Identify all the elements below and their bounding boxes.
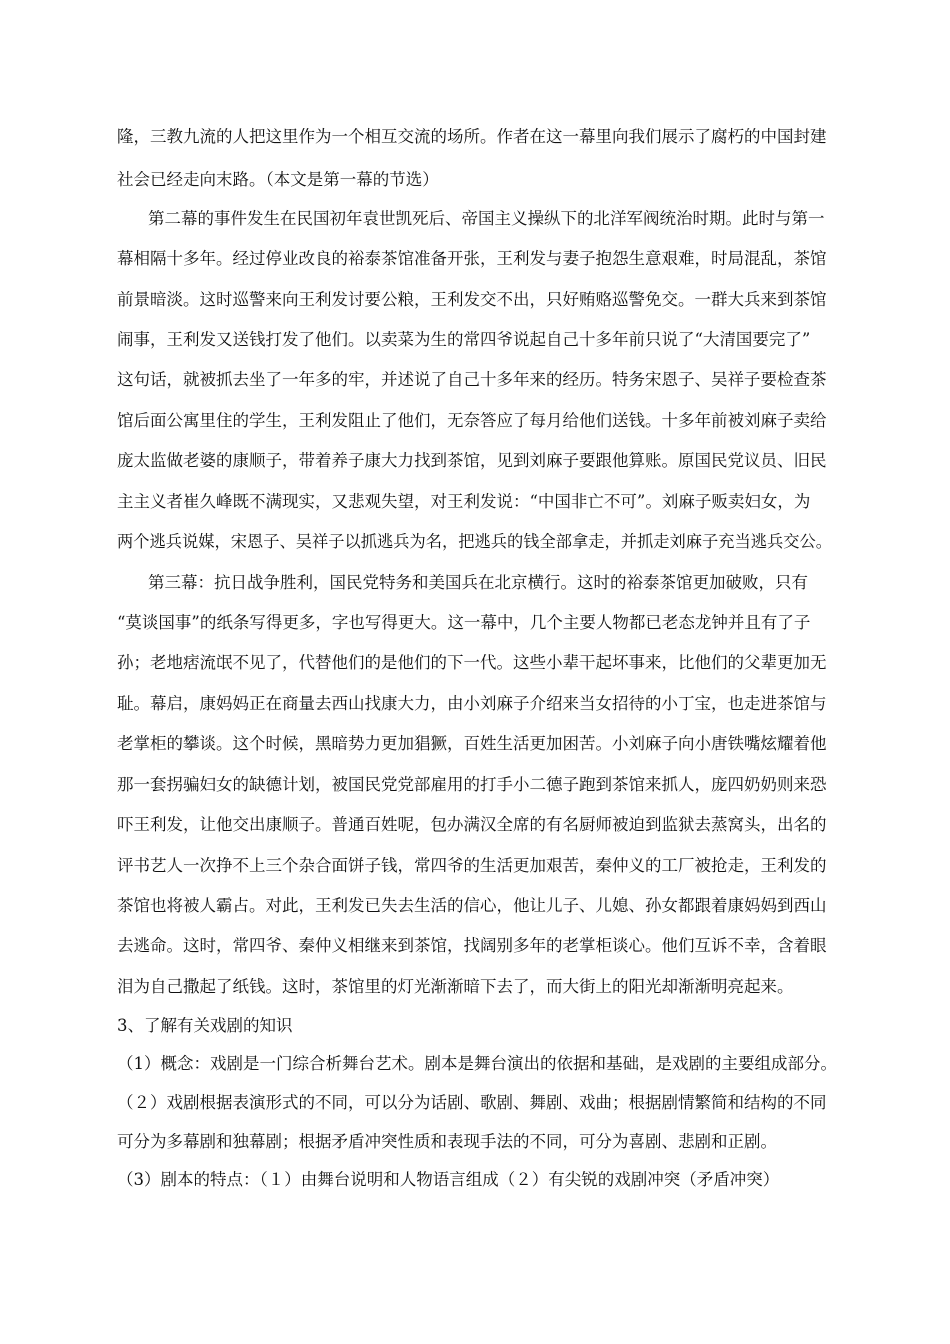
text-line-16: 老掌柜的攀谈。这个时候，黑暗势力更加猖獗，百姓生活更加困苦。小刘麻子向小唐铁嘴炫耀着他	[117, 734, 827, 753]
text-line-22: 泪为自己撒起了纸钱。这时，茶馆里的灯光渐渐暗下去了，而大街上的阳光却渐渐明亮起来。	[117, 977, 794, 996]
text-line-17: 那一套拐骗妇女的缺德计划，被国民党党部雇用的打手小二德子跑到茶馆来抓人，庞四奶奶则来恐	[117, 775, 827, 794]
text-line-7: 这句话，就被抓去坐了一年多的牢，并述说了自己十多年来的经历。特务宋恩子、吴祥子要检查茶	[117, 370, 827, 389]
section-heading: 3、了解有关戏剧的知识	[117, 1016, 293, 1035]
text-line-18: 吓王利发，让他交出康顺子。普通百姓呢，包办满汉全席的有名厨师被迫到监狱去蒸窝头，出名的	[117, 815, 827, 834]
text-line-1: 隆，三教九流的人把这里作为一个相互交流的场所。作者在这一幕里向我们展示了腐朽的中国封建	[117, 127, 827, 146]
text-line-25: （２）戏剧根据表演形式的不同，可以分为话剧、歌剧、舞剧、戏曲；根据剧情繁简和结构的不同	[117, 1093, 827, 1112]
text-line-15: 耻。幕启，康妈妈正在商量去西山找康大力，由小刘麻子介绍来当女招待的小丁宝，也走进茶馆与	[117, 694, 827, 713]
text-line-10: 主主义者崔久峰既不满现实，又悲观失望，对王利发说：“中国非亡不可”。刘麻子贩卖妇女，为	[117, 492, 811, 511]
text-line-13: “莫谈国事”的纸条写得更多，字也写得更大。这一幕中，几个主要人物都已老态龙钟并且有了子	[117, 613, 811, 632]
text-line-20: 茶馆也将被人霸占。对此，王利发已失去生活的信心，他让儿子、儿媳、孙女都跟着康妈妈到西山	[117, 896, 827, 915]
text-line-19: 评书艺人一次挣不上三个杂合面饼子钱，常四爷的生活更加艰苦，秦仲义的工厂被抢走，王利发的	[117, 856, 827, 875]
text-line-5: 前景暗淡。这时巡警来向王利发讨要公粮，王利发交不出，只好贿赂巡警免交。一群大兵来到茶馆	[117, 290, 827, 309]
text-line-6: 闹事，王利发又送钱打发了他们。以卖菜为生的常四爷说起自己十多年前只说了“大清国要完了”	[117, 330, 811, 349]
text-line-8: 馆后面公寓里住的学生，王利发阻止了他们，无奈答应了每月给他们送钱。十多年前被刘麻子卖给	[117, 411, 827, 430]
text-line-2: 社会已经走向末路。（本文是第一幕的节选）	[117, 170, 439, 189]
text-line-11: 两个逃兵说媒，宋恩子、吴祥子以抓逃兵为名，把逃兵的钱全部拿走，并抓走刘麻子充当逃兵交公。	[117, 532, 832, 551]
text-line-27: （3）剧本的特点：（１）由舞台说明和人物语言组成（２）有尖锐的戏剧冲突（矛盾冲突）	[117, 1170, 780, 1189]
text-line-4: 幕相隔十多年。经过停业改良的裕泰茶馆准备开张，王利发与妻子抱怨生意艰难，时局混乱，茶馆	[117, 249, 827, 268]
text-line-9: 庞太监做老婆的康顺子，带着养子康大力找到茶馆，见到刘麻子要跟他算账。原国民党议员、旧民	[117, 451, 827, 470]
text-line-3: 第二幕的事件发生在民国初年袁世凯死后、帝国主义操纵下的北洋军阀统治时期。此时与第一	[148, 209, 825, 228]
text-line-21: 去逃命。这时，常四爷、秦仲义相继来到茶馆，找阔别多年的老掌柜谈心。他们互诉不幸，含着眼	[117, 936, 827, 955]
text-line-14: 孙；老地痞流氓不见了，代替他们的是他们的下一代。这些小辈干起坏事来，比他们的父辈更加无	[117, 653, 827, 672]
text-line-26: 可分为多幕剧和独幕剧；根据矛盾冲突性质和表现手法的不同，可分为喜剧、悲剧和正剧。	[117, 1132, 777, 1151]
text-line-12: 第三幕：抗日战争胜利，国民党特务和美国兵在北京横行。这时的裕泰茶馆更加破败，只有	[148, 573, 808, 592]
text-line-24: （1）概念：戏剧是一门综合析舞台艺术。剧本是舞台演出的依据和基础，是戏剧的主要组成部分。	[117, 1054, 837, 1073]
